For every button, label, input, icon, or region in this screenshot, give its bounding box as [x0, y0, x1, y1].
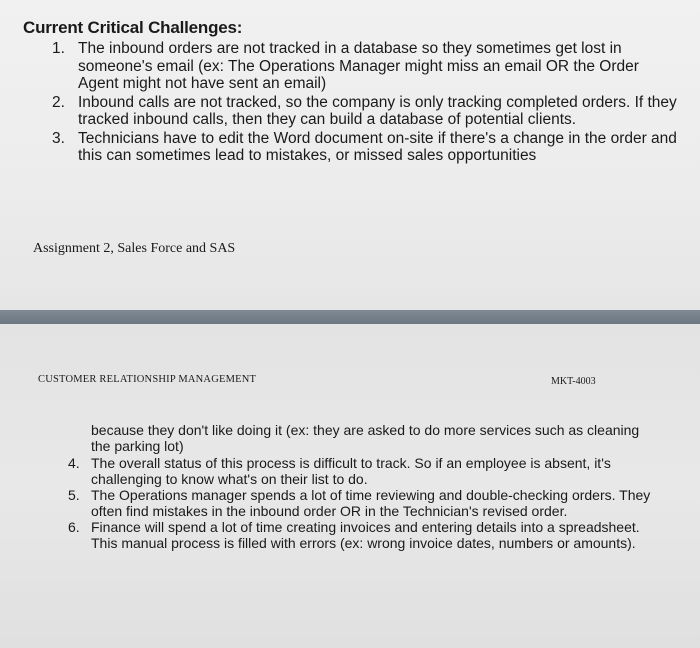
continuation-text: because they don't like doing it (ex: they are asked to do more services such as cleaning the parking lot) [91, 422, 640, 454]
page-divider [0, 310, 700, 324]
list-item [68, 520, 668, 551]
item-text: The overall status of this process is difficult to track. So if an employee is absent, it's challenging to know what's on their list to do. [91, 455, 611, 487]
list-item [52, 130, 677, 165]
list-item [68, 456, 668, 487]
list-item [52, 40, 677, 93]
course-code: MKT-4003 [551, 376, 596, 387]
item-text: Finance will spend a lot of time creating invoices and entering details into a spreadsheet. This manual process is filled with errors (ex: wrong invoice dates, numbers or amounts). [91, 519, 640, 551]
item-text: Inbound calls are not tracked, so the company is only tracking completed orders. If they tracked inbound calls, then they can build a database of potential clients. [78, 93, 677, 128]
item-number: 5. [68, 487, 80, 503]
item-text: The inbound orders are not tracked in a database so they sometimes get lost in someone's email (ex: The Operations Manager might miss an email OR the Order Agent might not have sent an email) [78, 40, 639, 92]
item-text: The Operations manager spends a lot of time reviewing and double-checking orders. They often find mistakes in the inbound order OR in the Technician's revised order. [91, 487, 651, 519]
list-item [68, 488, 668, 519]
challenges-list-bottom [68, 456, 668, 552]
item-number: 2. [52, 93, 65, 111]
challenges-list-top [52, 40, 677, 166]
section-heading: Current Critical Challenges: [23, 18, 243, 37]
item-number: 6. [68, 519, 80, 535]
item-text: Technicians have to edit the Word document on-site if there's a change in the order and this can sometimes lead to mistakes, or missed sales opportunities [78, 129, 677, 164]
item-number: 4. [68, 455, 80, 471]
item-number: 1. [52, 40, 65, 57]
course-title: CUSTOMER RELATIONSHIP MANAGEMENT [38, 374, 257, 385]
top-page [0, 0, 700, 310]
list-item [52, 94, 677, 129]
item-number: 3. [52, 129, 65, 147]
page-footer: Assignment 2, Sales Force and SAS [33, 241, 236, 256]
